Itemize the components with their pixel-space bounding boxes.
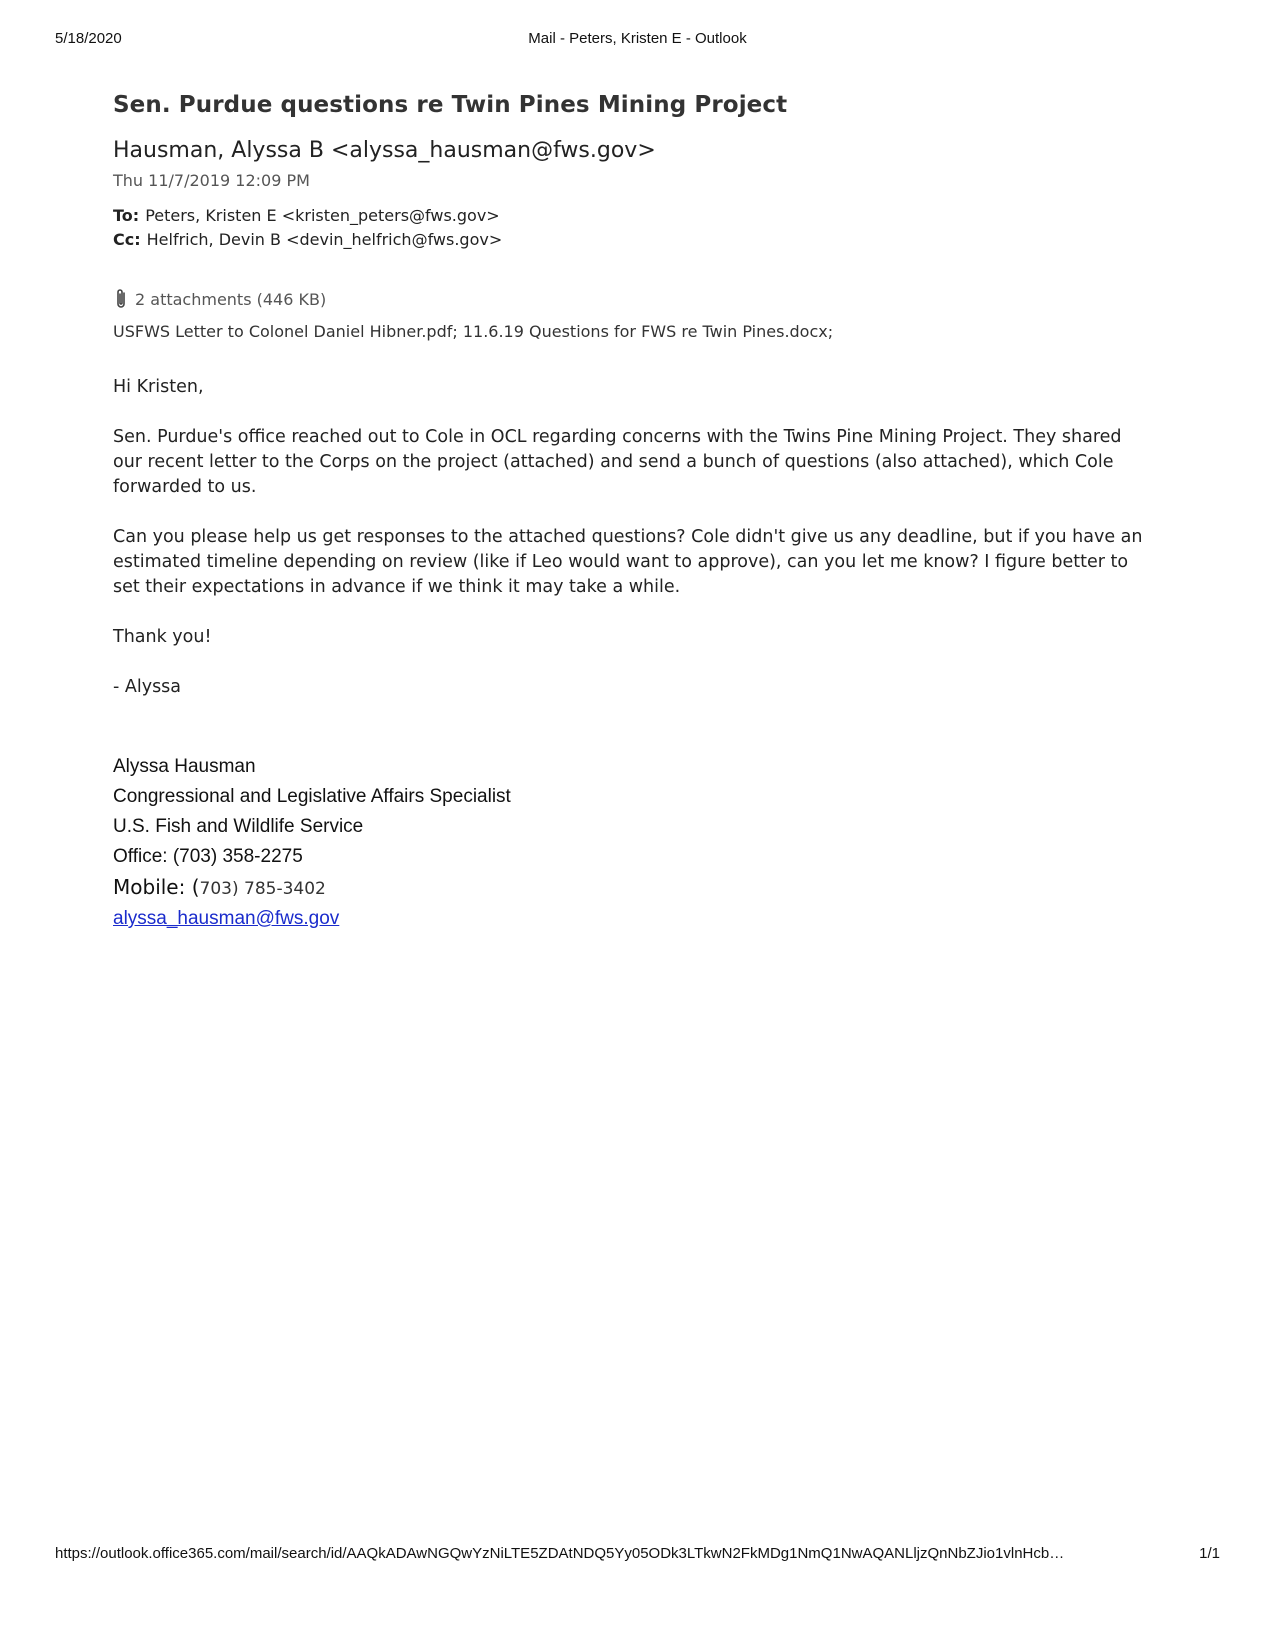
body-paragraph: Thank you! — [113, 627, 212, 647]
signature-email-link[interactable]: alyssa_hausman@fws.gov — [113, 908, 340, 929]
email-sent-time: Thu 11/7/2019 12:09 PM — [113, 171, 310, 190]
signature-name: Alyssa Hausman — [113, 756, 256, 777]
to-recipient[interactable]: Peters, Kristen E <kristen_peters@fws.gov> — [145, 206, 500, 225]
cc-recipient[interactable]: Helfrich, Devin B <devin_helfrich@fws.gov> — [146, 230, 503, 249]
mobile-label: Mobile: ( — [113, 875, 200, 899]
print-url: https://outlook.office365.com/mail/search/id/AAQkADAwNGQwYzNiLTE5ZDAtNDQ5Yy05ODk3LTkwN2FkMDg1NmQ1NwAQANLljzQnNbZJio1vlnHcb… — [55, 1545, 1065, 1562]
to-row — [113, 204, 1153, 228]
print-date: 5/18/2020 — [55, 30, 122, 47]
print-title: Mail - Peters, Kristen E - Outlook — [528, 30, 747, 47]
signature-mobile — [113, 872, 1153, 904]
body-paragraph: - Alyssa — [113, 677, 182, 697]
body-paragraph: Can you please help us get responses to the attached questions? Cole didn't give us any deadline, but if you have an estimated timeline depending on review (like if Leo would want to approve), can you let me know? I figure better to set their expectations in advance if we think it may take a while. — [113, 527, 1143, 597]
attachments-summary: 2 attachments (446 KB) — [135, 289, 327, 309]
email-message — [113, 92, 1153, 934]
mobile-number: 703) 785-3402 — [199, 879, 326, 899]
body-paragraph: Sen. Purdue's office reached out to Cole in OCL regarding concerns with the Twins Pine Mining Project. They shared our recent letter to the Corps on the project (attached) and send a bunch of questions (also attached), which Cole forwarded to us. — [113, 427, 1122, 497]
email-signature — [113, 752, 1153, 934]
attachments-list[interactable]: USFWS Letter to Colonel Daniel Hibner.pdf; 11.6.19 Questions for FWS re Twin Pines.docx; — [113, 322, 834, 341]
email-subject: Sen. Purdue questions re Twin Pines Mining Project — [113, 92, 788, 118]
print-footer — [55, 1545, 1220, 1565]
cc-row — [113, 228, 1153, 252]
email-sender[interactable]: Hausman, Alyssa B <alyssa_hausman@fws.gov> — [113, 138, 656, 163]
to-label: To: — [113, 206, 140, 225]
email-body — [113, 375, 1153, 700]
page-number: 1/1 — [1199, 1545, 1220, 1562]
paperclip-icon — [113, 288, 129, 310]
signature-role: Congressional and Legislative Affairs Specialist — [113, 786, 511, 807]
signature-office-phone: Office: (703) 358-2275 — [113, 846, 303, 867]
signature-org: U.S. Fish and Wildlife Service — [113, 816, 364, 837]
body-paragraph: Hi Kristen, — [113, 377, 204, 397]
print-header — [55, 30, 1220, 52]
attachments-summary-row — [113, 288, 1153, 310]
cc-label: Cc: — [113, 230, 141, 249]
